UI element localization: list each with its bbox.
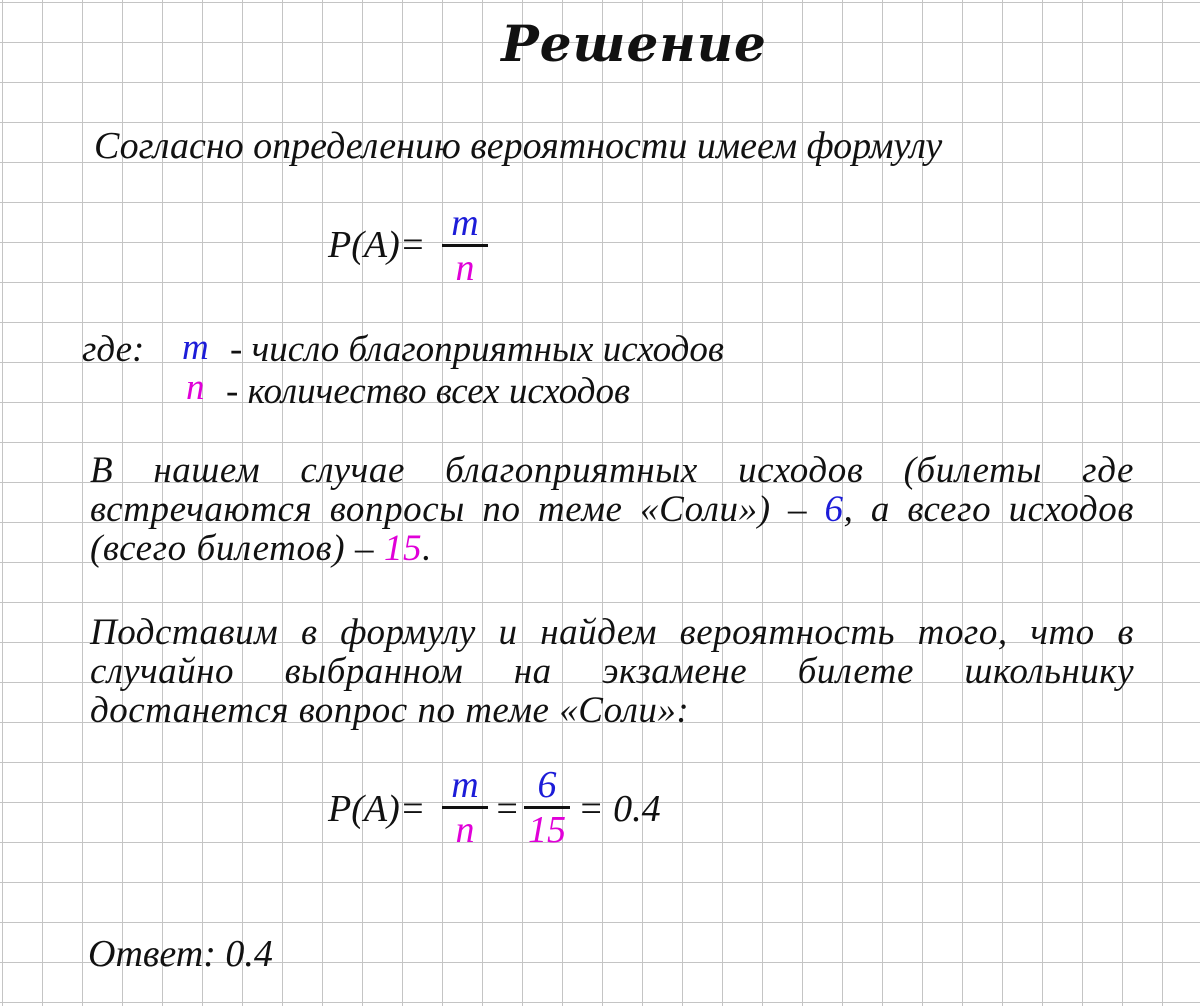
paragraph-substitute: Подставим в формулу и найдем вероятность того, что в случайно выбранном на экзамене билете школьнику достанется вопрос по теме «Соли»: (90, 612, 1134, 731)
definition-symbol-m: m (182, 327, 209, 368)
paragraph-case-text-3: . (422, 528, 432, 569)
solution-title: Решение (501, 14, 767, 73)
definition-text-m: - число благоприятных исходов (230, 329, 724, 370)
total-count: 15 (383, 528, 423, 569)
calc-numerator-6: 6 (537, 764, 557, 806)
formula-lhs: P(A)= (328, 224, 426, 266)
calc-numerator-m: m (451, 764, 479, 806)
answer-text: Ответ: 0.4 (88, 933, 273, 975)
paragraph-case-text-2: , а всего исходов (всего билетов) – (90, 489, 1134, 569)
intro-text: Согласно определению вероятности имеем формулу (94, 125, 943, 167)
calc-denominator-n: n (455, 809, 475, 851)
paragraph-case (90, 451, 1134, 568)
formula-denominator: n (455, 247, 475, 289)
calc-result: = 0.4 (578, 788, 661, 830)
favorable-count: 6 (824, 489, 844, 530)
formula-fraction (442, 204, 488, 287)
definitions-label: где: (82, 329, 145, 370)
calc-fraction-numeric (524, 766, 570, 849)
calc-equals: = (494, 788, 520, 830)
calc-fraction-symbolic (442, 766, 488, 849)
definition-symbol-n: n (186, 367, 205, 408)
formula-numerator: m (451, 202, 479, 244)
calc-lhs: P(A)= (328, 788, 426, 830)
paragraph-case-text-1: В нашем случае благоприятных исходов (билеты где встречаются вопросы по теме «Соли») – (90, 450, 1134, 530)
definition-text-n: - количество всех исходов (226, 371, 631, 412)
calc-denominator-15: 15 (528, 809, 566, 851)
